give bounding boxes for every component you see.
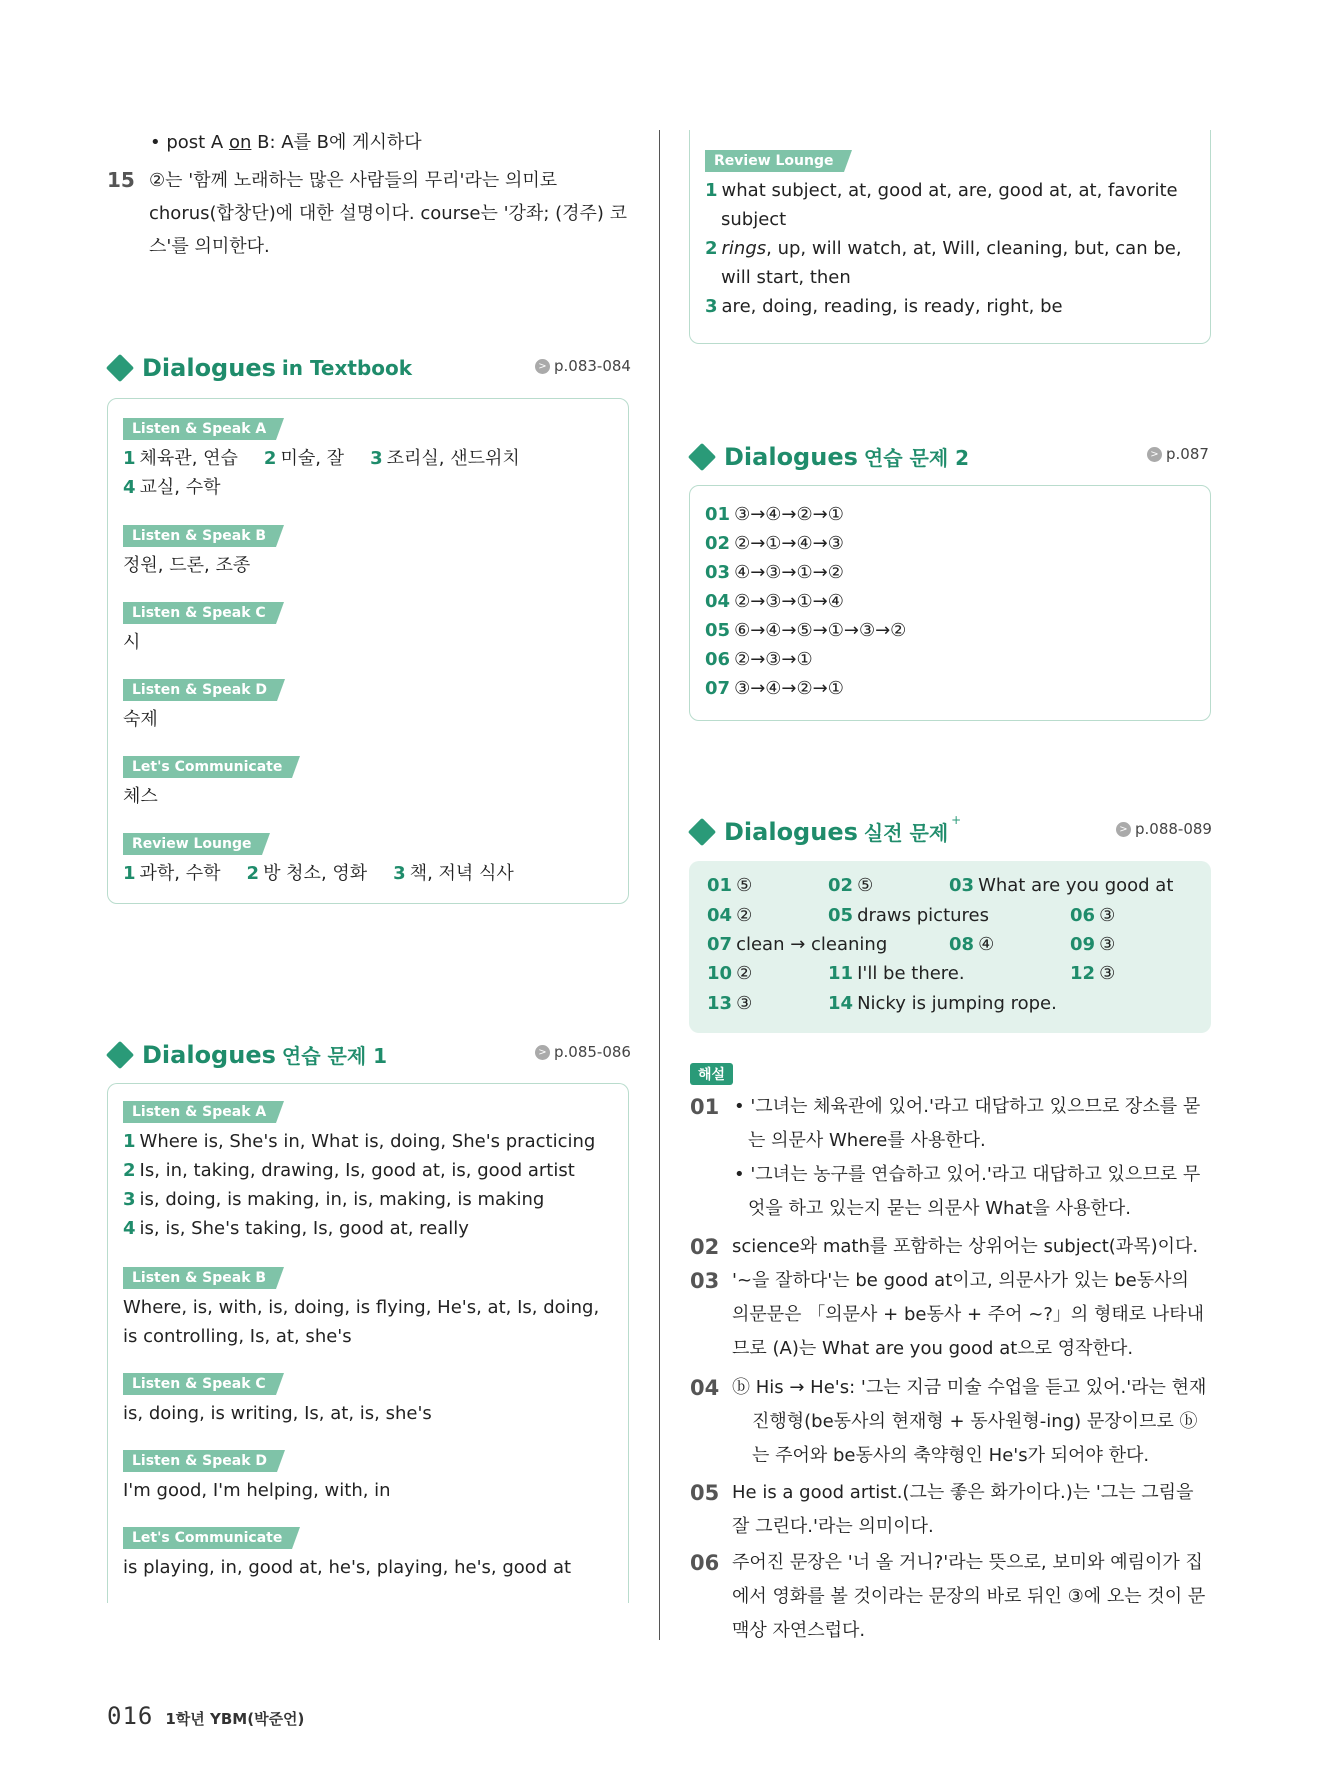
explanation-02: 02 science와 math를 포함하는 상위어는 subject(과목)이다.: [690, 1235, 1199, 1259]
tag-label: Listen & Speak D: [123, 679, 277, 701]
answer-text: I'm good, I'm helping, with, in: [123, 1480, 391, 1501]
answer-text: is playing, in, good at, he's, playing, he's, good at: [123, 1557, 572, 1578]
tag-label: Review Lounge: [705, 150, 844, 172]
tag-label: Let's Communicate: [123, 1527, 292, 1549]
page-number: 016: [107, 1702, 154, 1730]
vocab-note: • post A on B: A를 B에 게시하다: [150, 132, 422, 153]
tag-label: Listen & Speak A: [123, 1101, 276, 1123]
section-heading-practice2: Dialogues 연습 문제 2: [692, 442, 969, 471]
question-text: ②는 '함께 노래하는 많은 사람들의 무리'라는 의미로 chorus(합창단)에 대한 설명이다. course는 '강좌; (경주) 코스'를 의미한다.: [149, 170, 628, 257]
answer-text: 시: [123, 632, 141, 653]
explanation-06: 06 주어진 문장은 '너 올 거니?'라는 뜻으로, 보미와 예림이가 집에서 영화를 볼 것이라는 문장의 바로 뒤인 ③에 오는 것이 문맥상 자연스럽다.: [690, 1551, 1206, 1641]
arrow-right-icon: >: [535, 1045, 550, 1060]
explanation-tag: 해설: [690, 1063, 733, 1085]
question-15-explanation: [107, 164, 632, 263]
page-footer: [107, 1702, 304, 1730]
section-heading-practice1: Dialogues 연습 문제 1: [110, 1040, 387, 1069]
diamond-icon: [106, 1040, 134, 1068]
tag-label: Listen & Speak D: [123, 1450, 277, 1472]
answer-text: Where, is, with, is, doing, is flying, He's, at, Is, doing, is controlling, Is, at, she's: [123, 1297, 600, 1347]
tag-label: Listen & Speak C: [123, 602, 276, 624]
question-number: 15: [107, 168, 135, 192]
arrow-right-icon: >: [1147, 447, 1162, 462]
tag-label: Review Lounge: [123, 833, 262, 855]
explanation-01: 01 • '그녀는 체육관에 있어.'라고 대답하고 있으므로 장소를 묻는 의문사 Where를 사용한다. • '그녀는 농구를 연습하고 있어.'라고 대답하고 있으므로 무엇을 하고 있는지 묻는 의문사 What을 사용한다.: [690, 1095, 1201, 1219]
page-reference: > p.088-089: [1116, 820, 1212, 838]
diamond-icon: [106, 354, 134, 382]
tag-label: Listen & Speak A: [123, 418, 276, 440]
answer-text: 정원, 드론, 조종: [123, 555, 251, 576]
arrow-right-icon: >: [1116, 822, 1131, 837]
page-reference: > p.083-084: [535, 357, 631, 375]
page-reference: > p.087: [1147, 445, 1209, 463]
answer-text: 체스: [123, 786, 158, 807]
answer-text: is, doing, is writing, Is, at, is, she's: [123, 1403, 432, 1424]
tag-label: Listen & Speak B: [123, 525, 276, 547]
arrow-right-icon: >: [535, 359, 550, 374]
answer-box-textbook: Listen & Speak A 1 체육관, 연습 2 미술, 잘 3 조리실, 샌드위치 4 교실, 수학 Listen & Speak B 정원, 드론, 조종 Listen & Speak C 시 Listen & Speak D 숙제 Let's Communicate 체스 Review Lounge 1 과학, 수학 2 방 청소, 영화 3 책, 저녁 식사: [107, 398, 629, 904]
explanation-05: 05 He is a good artist.(그는 좋은 화가이다.)는 '그는 그림을 잘 그린다.'라는 의미이다.: [690, 1481, 1194, 1537]
tag-label: Let's Communicate: [123, 756, 292, 778]
diamond-icon: [688, 817, 716, 845]
tag-label: Listen & Speak C: [123, 1373, 276, 1395]
answer-box-actual: 01 ⑤ 02 ⑤ 03 What are you good at 04 ② 05 draws pictures 06 ③ 07 clean → cleaning 08 ④ 09 ③ 10 ② 11 I'll be there. 12 ③ 13 ③ 14 Nicky is jumping rope.: [689, 861, 1211, 1033]
section-heading-actual: Dialogues 실전 문제 +: [692, 817, 961, 846]
answer-text: 숙제: [123, 709, 158, 730]
section-heading-textbook: Dialogues in Textbook: [110, 354, 412, 382]
explanation-04: 04 ⓑ His → He's: '그는 지금 미술 수업을 듣고 있어.'라는 현재진행형(be동사의 현재형 + 동사원형-ing) 문장이므로 ⓑ는 주어와 be동사의 축약형인 He's가 되어야 한다.: [690, 1376, 1207, 1466]
answer-box-practice2: 01 ③→④→②→① 02 ②→①→④→③ 03 ④→③→①→② 04 ②→③→①→④ 05 ⑥→④→⑤→①→③→② 06 ②→③→① 07 ③→④→②→①: [689, 485, 1211, 721]
answer-box-practice1: Listen & Speak A 1 Where is, She's in, What is, doing, She's practicing 2 Is, in, taking, drawing, Is, good at, is, good artist 3 is, doing, is making, in, is, making, is making 4 is, is, She's taking, Is, good at, really Listen & Speak B Where, is, with, is, doing, is flying, He's, at, Is, doing, is controlling, Is, at, she's Listen & Speak C is, doing, is writing, Is, at, is, she's Listen & Speak D I'm good, I'm helping, with, in Let's Communicate is playing, in, good at, he's, playing, he's, good at: [107, 1083, 629, 1603]
column-divider: [659, 130, 660, 1640]
answer-box-review-lounge: Review Lounge 1 what subject, at, good at, are, good at, at, favorite subject 2 rings, up, will watch, at, Will, cleaning, but, can be, will start, then 3 are, doing, reading, is ready, right, be: [689, 130, 1211, 344]
page-reference: > p.085-086: [535, 1043, 631, 1061]
diamond-icon: [688, 442, 716, 470]
tag-label: Listen & Speak B: [123, 1267, 276, 1289]
explanation-03: 03 '~을 잘하다'는 be good at이고, 의문사가 있는 be동사의 의문문은 「의문사 + be동사 + 주어 ~?」의 형태로 나타내므로 (A)는 What are you good at으로 영작한다.: [690, 1269, 1205, 1359]
book-title: 1학년 YBM(박준언): [165, 1710, 305, 1728]
